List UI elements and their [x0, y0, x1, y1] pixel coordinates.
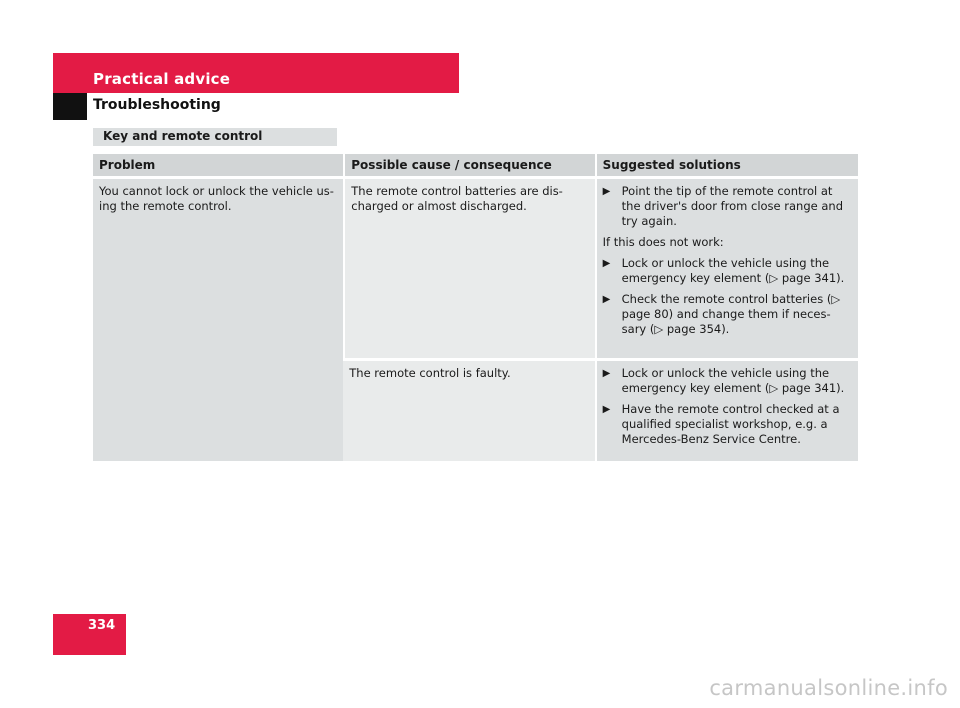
cause-cell: The remote control is faulty.: [343, 358, 594, 461]
solution-step-text: Check the remote control batteries (▷ page 80) and change them if neces-sary (▷ page 354).: [621, 292, 841, 336]
column-header-solutions: Suggested solutions: [595, 154, 858, 179]
topic-label: Key and remote control: [103, 129, 263, 143]
solutions-cell: [595, 179, 858, 358]
table-row: [93, 179, 858, 358]
solution-step: [603, 402, 852, 447]
solution-step: [603, 366, 852, 396]
problem-cell: You cannot lock or unlock the vehicle us-ing the remote control.: [93, 179, 343, 461]
solution-step-text: Have the remote control checked at a qualified specialist workshop, e.g. a Mercedes-Benz Service Centre.: [621, 402, 840, 446]
page-number: 334: [88, 618, 116, 633]
step-arrow-icon: ▶: [602, 404, 611, 415]
step-arrow-icon: ▶: [602, 368, 611, 379]
table-header-row: [93, 154, 858, 179]
solution-note: If this does not work:: [602, 235, 724, 249]
column-header-cause: Possible cause / consequence: [343, 154, 594, 179]
cause-cell: The remote control batteries are dis-charged or almost discharged.: [343, 179, 594, 358]
solutions-cell: [595, 358, 858, 461]
solution-step: [603, 256, 852, 286]
solution-step-text: Lock or unlock the vehicle using the emergency key element (▷ page 341).: [621, 366, 845, 395]
subsection-marker: [53, 93, 87, 120]
solution-step-text: Point the tip of the remote control at the driver's door from close range and try again.: [621, 184, 844, 228]
section-title: Practical advice: [93, 70, 231, 88]
solution-step: [603, 184, 852, 229]
solution-step-text: Lock or unlock the vehicle using the emergency key element (▷ page 341).: [621, 256, 845, 285]
step-arrow-icon: ▶: [602, 258, 611, 269]
subsection-title: Troubleshooting: [93, 97, 221, 113]
column-header-problem: Problem: [93, 154, 343, 179]
step-arrow-icon: ▶: [602, 294, 611, 305]
troubleshooting-table: [93, 154, 858, 461]
watermark: carmanualsonline.info: [709, 676, 948, 700]
step-arrow-icon: ▶: [602, 186, 611, 197]
solution-step: [603, 292, 852, 337]
